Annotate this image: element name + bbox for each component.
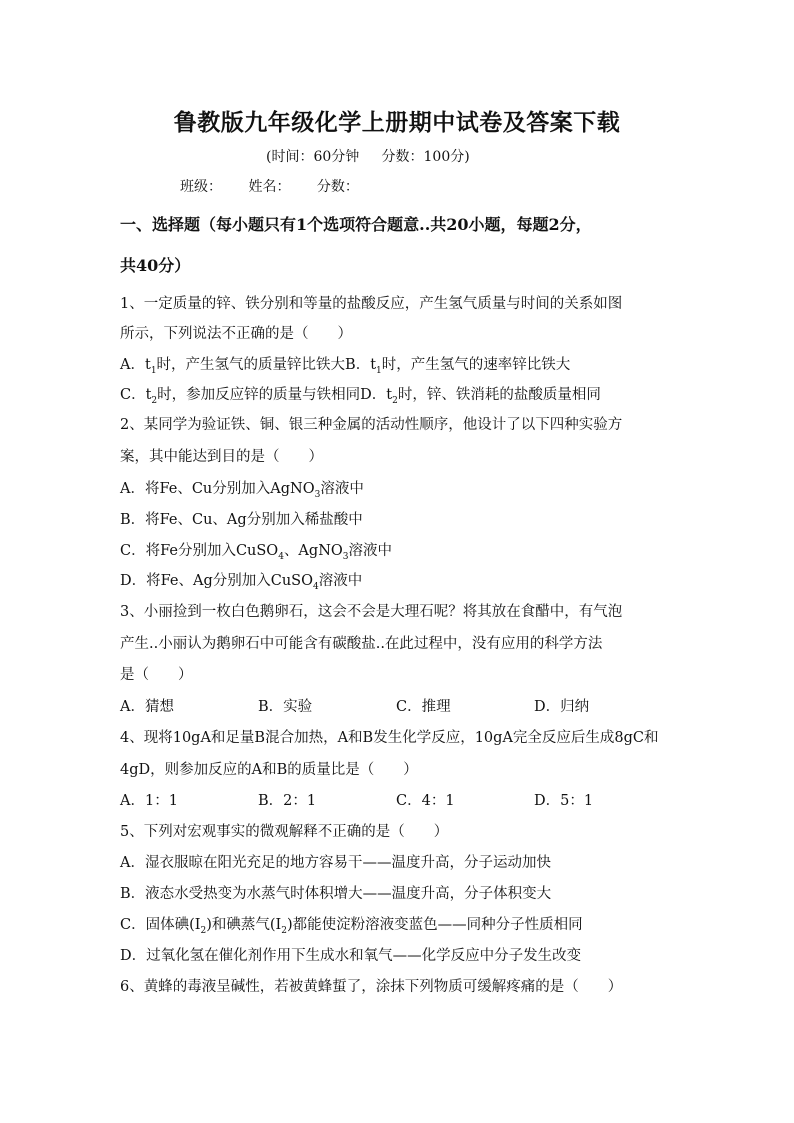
question-5-option-c: C．固体碘$(I_2)$和碘蒸气$(I_2)$都能使淀粉溶液变蓝色——同种分子性质相同 xyxy=(120,917,583,936)
question-1-options-cd: C．$t_2$时，参加反应锌的质量与铁相同D．$t_2$时，锌、铁消耗的盐酸质量相同 xyxy=(120,387,601,406)
student-info-row xyxy=(180,176,381,196)
page-title: 鲁教版九年级化学上册期中试卷及答案下载 xyxy=(173,109,621,136)
exam-time-score: (时间：60分钟 分数：100分) xyxy=(266,149,470,165)
question-3-option-d: D．归纳 xyxy=(534,699,590,715)
question-5-option-d: D．过氧化氢在催化剂作用下生成水和氧气——化学反应中分子发生改变 xyxy=(120,948,582,964)
question-4-option-d: D．5：1 xyxy=(534,793,594,809)
section-heading: 一、选择题（每小题只有1个选项符合题意..共20小题，每题2分， xyxy=(120,215,592,234)
question-4-option-a: A．1：1 xyxy=(120,793,178,809)
question-3-option-c: C．推理 xyxy=(396,699,451,715)
question-1-stem-cont: 所示，下列说法不正确的是（ ） xyxy=(120,326,352,342)
question-5-stem: 5、下列对宏观事实的微观解释不正确的是（ ） xyxy=(120,824,449,840)
question-2-stem-cont: 案，其中能达到目的是（ ） xyxy=(120,449,323,465)
section-heading-cont: 共40分） xyxy=(120,256,191,275)
question-2-option-c: C．将Fe分别加入CuSO$_4$、AgNO$_3$溶液中 xyxy=(120,543,393,562)
question-6-stem: 6、黄蜂的毒液呈碱性，若被黄蜂蜇了，涂抹下列物质可缓解疼痛的是（ ） xyxy=(120,979,623,995)
question-3-stem-cont: 产生..小丽认为鹅卵石中可能含有碳酸盐..在此过程中，没有应用的科学方法 xyxy=(120,636,603,652)
question-1-stem: 1、一定质量的锌、铁分别和等量的盐酸反应，产生氢气质量与时间的关系如图 xyxy=(120,296,623,312)
question-3-stem: 3、小丽捡到一枚白色鹅卵石，这会不会是大理石呢？将其放在食醋中，有气泡 xyxy=(120,604,623,620)
class-label: 班级： xyxy=(180,179,222,195)
question-4-stem-cont: 4gD，则参加反应的A和B的质量比是（ ） xyxy=(120,762,418,778)
question-5-option-b: B．液态水受热变为水蒸气时体积增大——温度升高，分子体积变大 xyxy=(120,886,552,902)
question-3-option-b: B．实验 xyxy=(258,699,313,715)
question-4-stem: 4、现将10gA和足量B混合加热，A和B发生化学反应，10gA完全反应后生成8gC和 xyxy=(120,730,659,746)
question-4-option-c: C．4：1 xyxy=(396,793,455,809)
question-2-option-a: A．将Fe、Cu分别加入AgNO$_3$溶液中 xyxy=(120,481,364,500)
question-4-option-b: B．2：1 xyxy=(258,793,317,809)
name-label: 姓名： xyxy=(248,179,291,195)
question-5-option-a: A．湿衣服晾在阳光充足的地方容易干——温度升高，分子运动加快 xyxy=(120,855,551,871)
question-3-option-a: A．猜想 xyxy=(120,699,174,715)
score-label: 分数： xyxy=(316,179,359,195)
question-1-options-ab: A．$t_1$时，产生氢气的质量锌比铁大B．$t_1$时，产生氢气的速率锌比铁大 xyxy=(120,357,571,376)
question-2-option-d: D．将Fe、Ag分别加入CuSO$_4$溶液中 xyxy=(120,573,363,592)
question-2-stem: 2、某同学为验证铁、铜、银三种金属的活动性顺序，他设计了以下四种实验方 xyxy=(120,417,623,433)
question-3-stem-end: 是（ ） xyxy=(120,667,193,683)
question-2-option-b: B．将Fe、Cu、Ag分别加入稀盐酸中 xyxy=(120,512,363,528)
